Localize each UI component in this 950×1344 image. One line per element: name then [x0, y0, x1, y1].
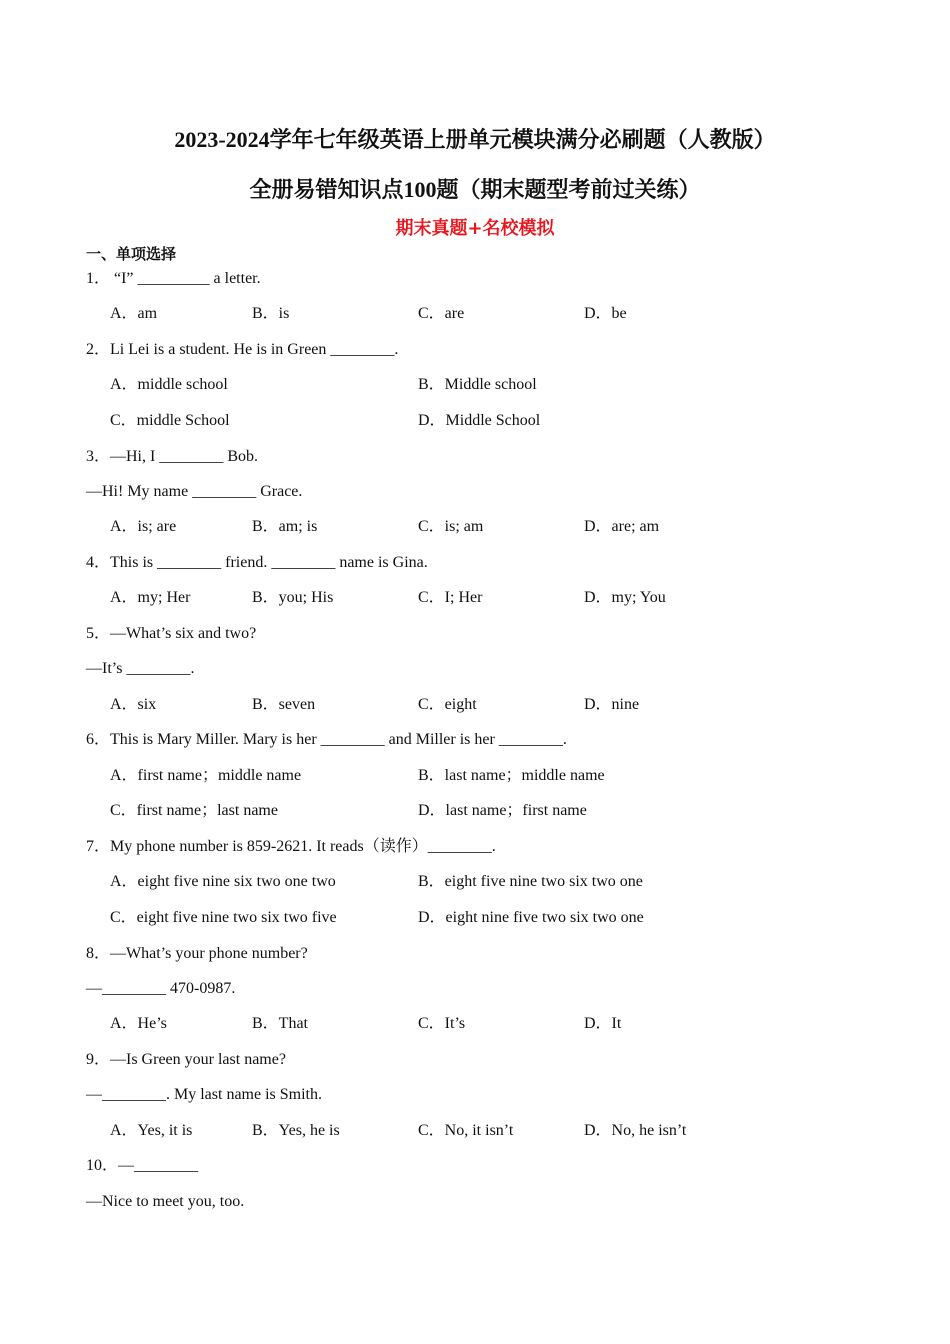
question-7-option-b: B．eight five nine two six two one — [418, 873, 643, 890]
document-subtitle: 全册易错知识点100题（期末题型考前过关练） — [249, 177, 701, 202]
question-1-stem: 1． “I” _________ a letter. — [86, 270, 261, 287]
question-7-option-c: C．eight five nine two six two five — [110, 909, 337, 926]
question-6-option-c: C．first name；last name — [110, 802, 278, 819]
question-3-option-b: B．am; is — [252, 518, 318, 535]
question-6-stem: 6．This is Mary Miller. Mary is her ________ and Miller is her ________. — [86, 731, 567, 748]
question-8-option-b: B．That — [252, 1015, 308, 1032]
question-2-stem: 2．Li Lei is a student. He is in Green ________. — [86, 341, 399, 358]
question-3-option-c: C．is; am — [418, 518, 484, 535]
question-7-option-d: D．eight nine five two six two one — [418, 909, 644, 926]
question-9-option-b: B．Yes, he is — [252, 1122, 340, 1139]
question-8-stem-line-1: 8．—What’s your phone number? — [86, 945, 308, 962]
question-2-option-c: C．middle School — [110, 412, 230, 429]
question-1-option-b: B．is — [252, 305, 290, 322]
question-8-option-c: C．It’s — [418, 1015, 466, 1032]
question-2-option-d: D．Middle School — [418, 412, 541, 429]
question-8-option-d: D．It — [584, 1015, 622, 1032]
question-3-stem-line-2: —Hi! My name ________ Grace. — [86, 483, 303, 500]
question-4-stem: 4．This is ________ friend. ________ name is Gina. — [86, 554, 428, 571]
question-9-stem-line-1: 9．—Is Green your last name? — [86, 1051, 286, 1068]
question-3-stem-line-1: 3．—Hi, I ________ Bob. — [86, 448, 259, 465]
question-2-option-b: B．Middle school — [418, 376, 537, 393]
question-5-option-d: D．nine — [584, 696, 640, 713]
question-4-option-a: A．my; Her — [110, 589, 191, 606]
question-10-stem-line-2: —Nice to meet you, too. — [86, 1193, 245, 1210]
question-5-option-a: A．six — [110, 696, 157, 713]
question-4-option-c: C．I; Her — [418, 589, 483, 606]
question-9-option-c: C．No, it isn’t — [418, 1122, 514, 1139]
question-3-option-d: D．are; am — [584, 518, 660, 535]
question-9-stem-line-2: —________. My last name is Smith. — [86, 1086, 322, 1103]
question-1-option-d: D．be — [584, 305, 627, 322]
question-9-option-d: D．No, he isn’t — [584, 1122, 687, 1139]
question-9-option-a: A．Yes, it is — [110, 1122, 193, 1139]
question-5-option-c: C．eight — [418, 696, 477, 713]
question-5-option-b: B．seven — [252, 696, 316, 713]
question-4-option-d: D．my; You — [584, 589, 666, 606]
question-1-option-c: C．are — [418, 305, 465, 322]
question-6-option-b: B．last name；middle name — [418, 767, 605, 784]
document-tag: 期末真题+名校模拟 — [395, 218, 555, 239]
question-1-option-a: A．am — [110, 305, 158, 322]
question-7-stem: 7．My phone number is 859-2621. It reads（读作）________. — [86, 838, 496, 855]
question-6-option-d: D．last name；first name — [418, 802, 587, 819]
question-8-stem-line-2: —________ 470-0987. — [86, 980, 236, 997]
question-8-option-a: A．He’s — [110, 1015, 167, 1032]
question-6-option-a: A．first name；middle name — [110, 767, 302, 784]
question-5-stem-line-2: —It’s ________. — [86, 660, 195, 677]
question-5-stem-line-1: 5．—What’s six and two? — [86, 625, 257, 642]
question-7-option-a: A．eight five nine six two one two — [110, 873, 336, 890]
document-title: 2023-2024学年七年级英语上册单元模块满分必刷题（人教版） — [174, 127, 776, 152]
section-heading: 一、单项选择 — [86, 245, 177, 263]
question-10-stem-line-1: 10．—________ — [86, 1157, 199, 1174]
question-3-option-a: A．is; are — [110, 518, 177, 535]
question-4-option-b: B．you; His — [252, 589, 334, 606]
question-2-option-a: A．middle school — [110, 376, 228, 393]
